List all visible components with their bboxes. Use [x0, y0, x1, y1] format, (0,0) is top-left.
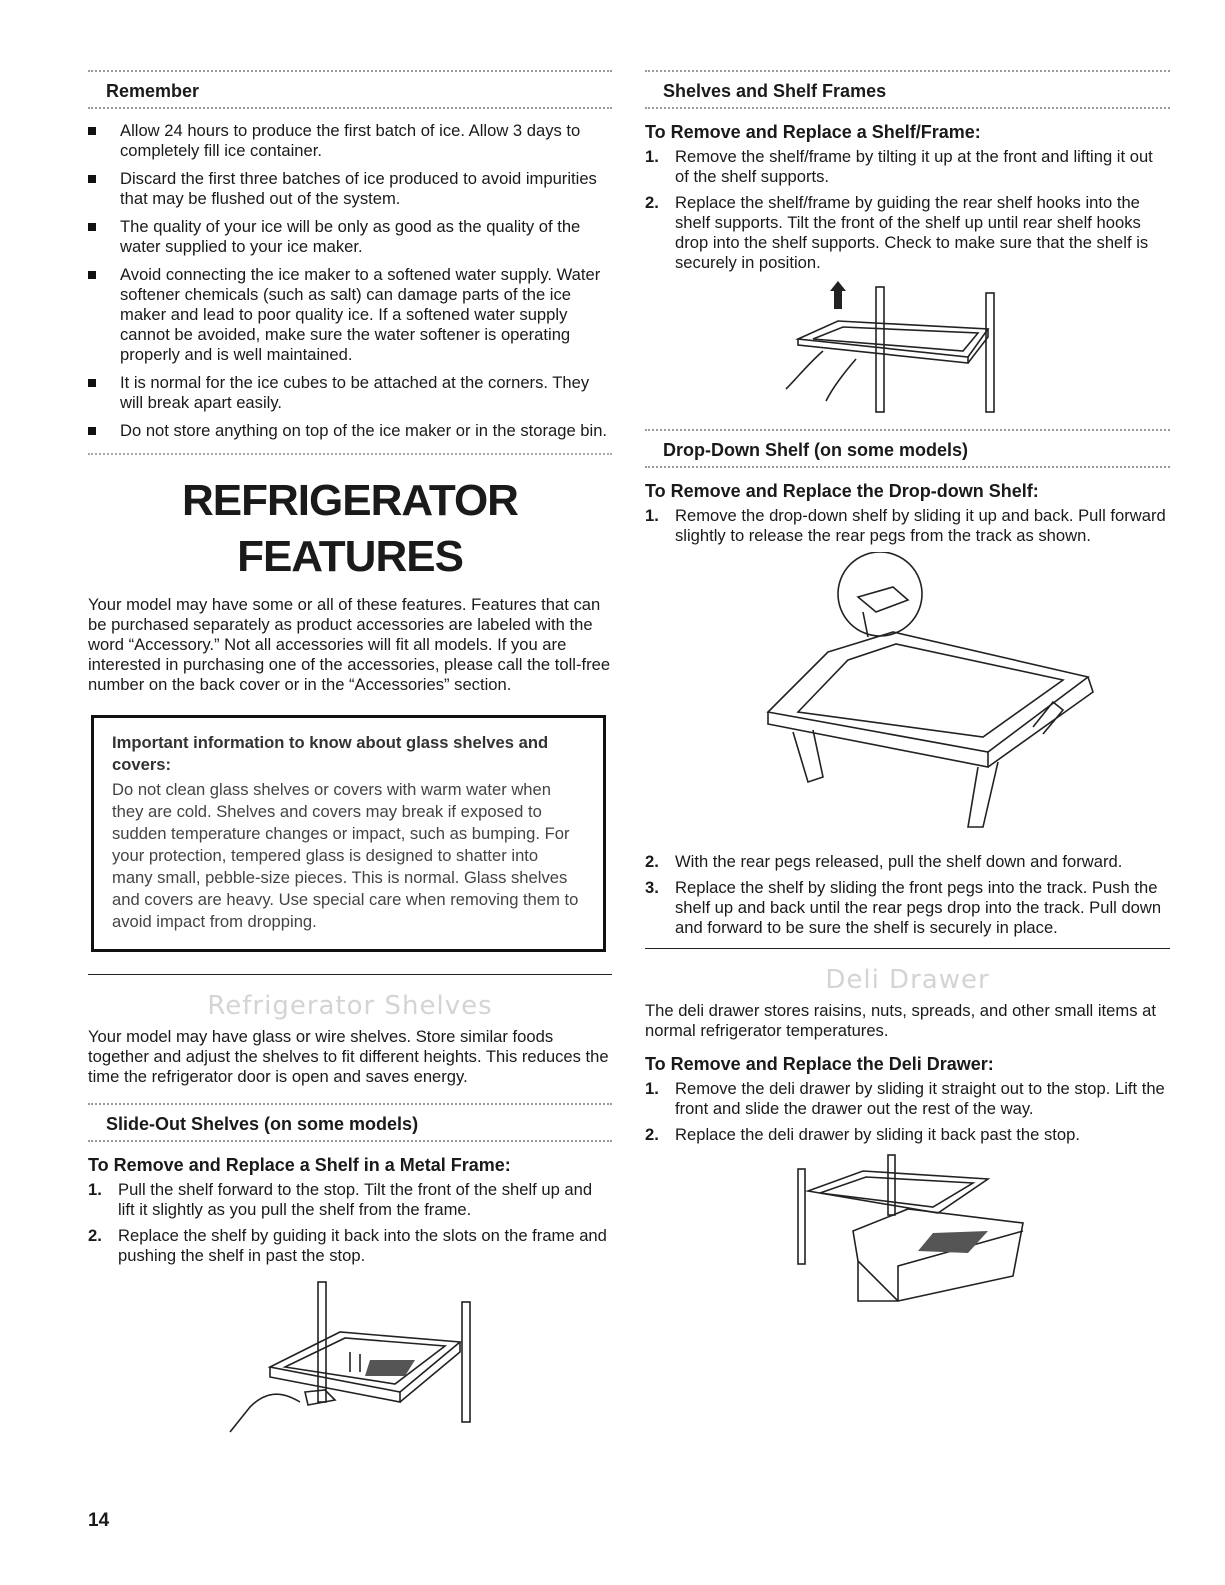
step-text: Remove the shelf/frame by tilting it up at the front and lifting it out of the shelf supports. — [675, 147, 1153, 186]
drop-down-shelf-illustration — [708, 552, 1108, 842]
left-column — [88, 70, 612, 1442]
glass-info-title: Important information to know about glass shelves and covers: — [112, 733, 549, 774]
list-item: Do not store anything on top of the ice maker or in the storage bin. — [88, 421, 612, 441]
features-intro: Your model may have some or all of these features. Features that can be purchased separately as product accessories are labeled with the word “Accessory.” Not all accessories will fit all models. If you are interested in purchasing one of the accessories, please call the toll-free number on the back cover or in the “Accessories” section. — [88, 595, 611, 694]
glass-info-box — [91, 715, 606, 952]
shelves-intro: Your model may have glass or wire shelves. Store similar foods together and adjust the shelves to fit different heights. This reduces the time the refrigerator door is open and saves energy. — [88, 1027, 609, 1086]
divider — [88, 453, 612, 455]
step-text: Replace the shelf by guiding it back into the slots on the frame and pushing the shelf in past the stop. — [118, 1226, 607, 1265]
metal-frame-heading: To Remove and Replace a Shelf in a Metal Frame: — [88, 1155, 511, 1175]
list-item: Allow 24 hours to produce the first batch of ice. Allow 3 days to completely fill ice container. — [88, 121, 612, 161]
right-column — [645, 70, 1170, 1311]
step-text: Pull the shelf forward to the stop. Tilt the front of the shelf up and lift it slightly as you pull the shelf from the frame. — [118, 1180, 593, 1219]
frames-heading: To Remove and Replace a Shelf/Frame: — [645, 122, 981, 142]
step-number: 2. — [88, 1226, 102, 1245]
list-item: Avoid connecting the ice maker to a softened water supply. Water softener chemicals (such as salt) can damage parts of the ice maker and lead to poor quality ice. If a softened water supply cannot be avoided, make sure the water softener is operating properly and is well maintained. — [88, 265, 612, 365]
dropdown-heading: To Remove and Replace the Drop-down Shelf: — [645, 481, 1039, 501]
slide-out-title: Slide-Out Shelves (on some models) — [88, 1103, 612, 1142]
shelves-heading: Refrigerator Shelves — [207, 991, 493, 1021]
list-item — [645, 852, 1170, 872]
dropdown-title: Drop-Down Shelf (on some models) — [645, 429, 1170, 468]
deli-intro: The deli drawer stores raisins, nuts, spreads, and other small items at normal refrigerator temperatures. — [645, 1001, 1156, 1040]
divider — [88, 974, 612, 975]
list-item — [88, 1180, 612, 1220]
metal-frame-steps — [88, 1180, 612, 1266]
frames-title: Shelves and Shelf Frames — [645, 70, 1170, 109]
remember-list — [88, 121, 612, 441]
step-number: 1. — [645, 506, 659, 525]
step-number: 1. — [645, 1079, 659, 1098]
list-item — [645, 1125, 1170, 1145]
list-item — [645, 506, 1170, 546]
shelf-frame-illustration — [768, 279, 1048, 419]
list-item: Discard the first three batches of ice produced to avoid impurities that may be flushed out of the system. — [88, 169, 612, 209]
step-number: 2. — [645, 852, 659, 871]
list-item — [645, 147, 1170, 187]
deli-steps — [645, 1079, 1170, 1145]
step-number: 2. — [645, 193, 659, 212]
step-text: Remove the drop-down shelf by sliding it up and back. Pull forward slightly to release the rear pegs from the track as shown. — [675, 506, 1166, 545]
dropdown-steps — [645, 506, 1170, 546]
deli-heading: Deli Drawer — [825, 965, 990, 995]
list-item — [645, 193, 1170, 273]
step-text: Replace the shelf by sliding the front pegs into the track. Push the shelf up and back until the rear pegs drop into the track. Pull down and forward to be sure the shelf is securely in place. — [675, 878, 1162, 937]
dropdown-steps-continued — [645, 852, 1170, 938]
step-number: 2. — [645, 1125, 659, 1144]
remember-title: Remember — [88, 70, 612, 109]
page-title: REFRIGERATOR FEATURES — [182, 476, 518, 581]
step-text: Replace the shelf/frame by guiding the rear shelf hooks into the shelf supports. Tilt the front of the shelf up until rear shelf hooks drop into the shelf supports. Check to make sure that the shelf is securely in position. — [675, 193, 1149, 272]
list-item: The quality of your ice will be only as good as the quality of the water supplied to your ice maker. — [88, 217, 612, 257]
step-text: Replace the deli drawer by sliding it back past the stop. — [675, 1125, 1080, 1144]
step-text: Remove the deli drawer by sliding it straight out to the stop. Lift the front and slide the drawer out the rest of the way. — [675, 1079, 1165, 1118]
glass-info-body: Do not clean glass shelves or covers with warm water when they are cold. Shelves and covers may break if exposed to sudden temperature changes or impact, such as bumping. For your protection, tempered glass is designed to shatter into many small, pebble-size pieces. This is normal. Glass shelves and covers are heavy. Use special care when removing them to avoid impact from dropping. — [112, 780, 579, 931]
list-item: It is normal for the ice cubes to be attached at the corners. They will break apart easily. — [88, 373, 612, 413]
list-item — [645, 878, 1170, 938]
step-number: 1. — [88, 1180, 102, 1199]
deli-drawer-illustration — [768, 1151, 1048, 1311]
list-item — [88, 1226, 612, 1266]
page-number: 14 — [88, 1510, 110, 1531]
frames-steps — [645, 147, 1170, 273]
metal-frame-shelf-illustration — [210, 1272, 490, 1442]
step-text: With the rear pegs released, pull the shelf down and forward. — [675, 852, 1123, 871]
step-number: 1. — [645, 147, 659, 166]
deli-subheading: To Remove and Replace the Deli Drawer: — [645, 1054, 994, 1074]
divider — [645, 948, 1170, 949]
list-item — [645, 1079, 1170, 1119]
step-number: 3. — [645, 878, 659, 897]
